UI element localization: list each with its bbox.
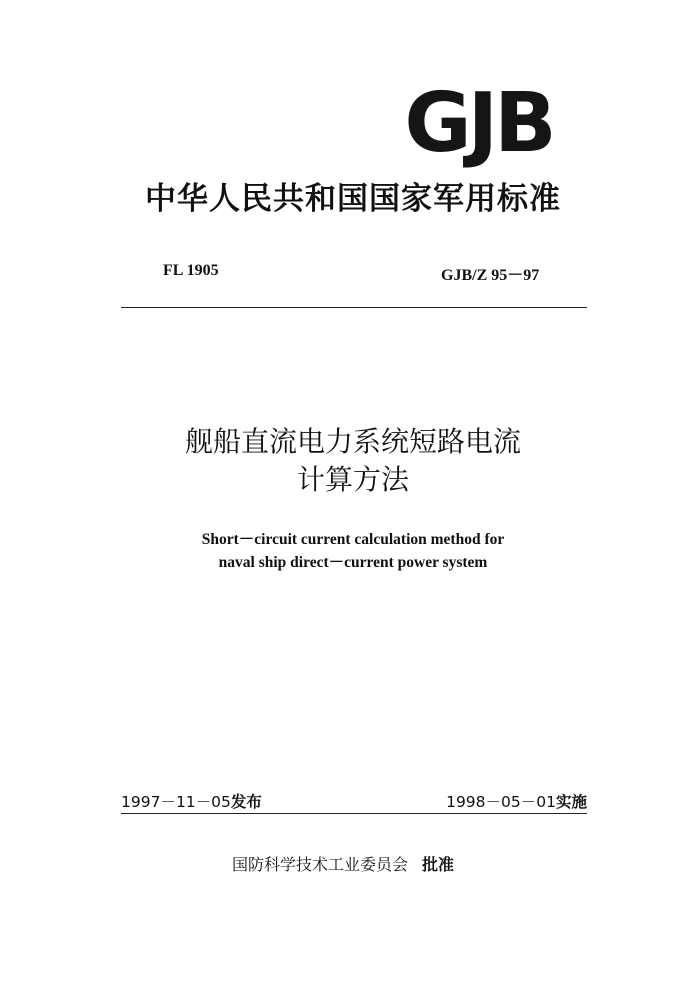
top-divider [121,307,587,308]
approval-line [232,852,454,875]
title-cn-line2: 计算方法 [296,463,409,496]
implement-label: 实施 [555,793,587,811]
issue-date-value: 1997－11－05 [121,793,231,811]
title-cn-line1: 舰船直流电力系统短路电流 [184,425,521,458]
implement-date-value: 1998－05－01 [446,793,556,811]
title-en-line2: naval ship direct－current power system [218,554,488,571]
implement-date [446,790,587,812]
title-en-line1: Short－circuit current calculation method for [201,531,505,548]
approve-label: 批准 [422,855,455,874]
gjb-code: GJB/Z 95－97 [441,267,540,284]
issue-date [121,790,262,812]
standard-name: 中华人民共和国国家军用标准 [145,181,561,217]
gjb-logo [396,76,561,171]
gjb-logo-text: GJB [404,76,553,171]
approver-name: 国防科学技术工业委员会 [232,855,409,874]
issue-label: 发布 [230,793,262,811]
fl-code: FL 1905 [163,262,219,279]
bottom-divider [121,813,587,814]
